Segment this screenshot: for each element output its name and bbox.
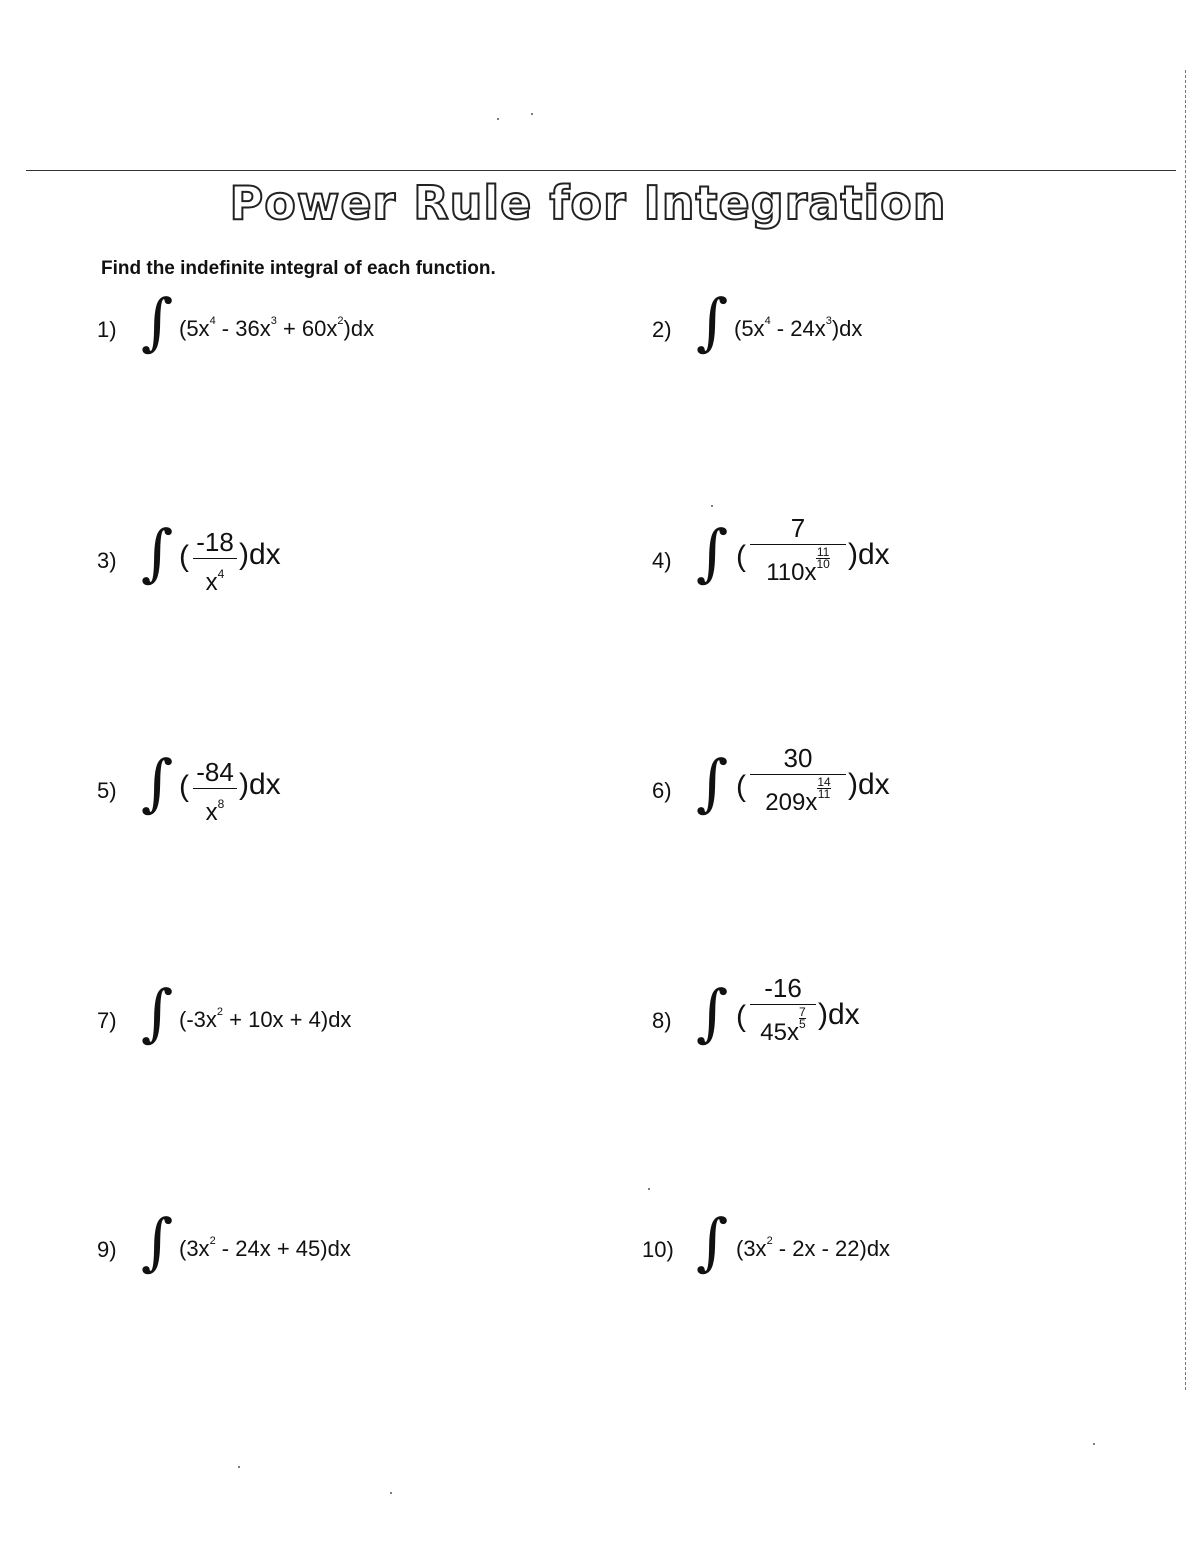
problem-number: 8)	[652, 1008, 672, 1033]
fraction: -16 $45x\frac{7}{5}$	[750, 974, 816, 1046]
integral-sign: ∫	[141, 1205, 174, 1278]
header-rule	[26, 170, 1176, 171]
fraction: -84 $x^8$	[193, 758, 237, 826]
integral-sign: ∫	[141, 516, 174, 589]
scan-speck	[711, 505, 713, 507]
integral-sign: ∫	[696, 976, 729, 1049]
problem-number: 4)	[652, 548, 672, 573]
integral-sign: ∫	[696, 1205, 729, 1278]
integral-sign: ∫	[696, 516, 729, 589]
integral-sign: ∫	[141, 285, 174, 358]
fraction: -18 $x^4$	[193, 528, 237, 596]
page-edge-line	[1185, 70, 1186, 1390]
problem-number: 9)	[97, 1237, 117, 1262]
integral-sign: ∫	[696, 746, 729, 819]
problem-number: 3)	[97, 548, 117, 573]
integrand: $(5x^4 - 36x^3 + 60x^2)dx$	[179, 315, 375, 341]
scan-speck	[497, 118, 499, 120]
problem-number: 2)	[652, 317, 672, 342]
scan-speck	[238, 1466, 240, 1468]
problem-number: 7)	[97, 1008, 117, 1033]
scan-speck	[531, 113, 533, 115]
integrand: $(-3x^2 + 10x + 4)dx$	[179, 1006, 352, 1032]
problem-number: 10)	[642, 1237, 674, 1262]
integrand: $(3x^2 - 24x + 45)dx$	[179, 1235, 351, 1261]
integral-sign: ∫	[696, 285, 729, 358]
page-title: Power Rule for Integration	[229, 176, 947, 230]
scan-speck	[648, 1188, 650, 1190]
integrand: $(5x^4 - 24x^3)dx$	[734, 315, 863, 341]
scan-speck	[1093, 1443, 1095, 1445]
instructions: Find the indefinite integral of each function.	[101, 258, 496, 279]
integrand: $(3x^2 - 2x - 22)dx$	[736, 1235, 891, 1261]
integral-sign: ∫	[141, 746, 174, 819]
problem-number: 5)	[97, 778, 117, 803]
fraction: 30 $209x\frac{14}{11}$	[750, 744, 846, 816]
scan-speck	[390, 1492, 392, 1494]
problem-number: 6)	[652, 778, 672, 803]
integral-sign: ∫	[141, 976, 174, 1049]
fraction: 7 $110x\frac{11}{10}$	[750, 514, 846, 586]
worksheet-page: Power Rule for Integration Find the indefinite integral of each function. 1) ∫ $(5x^4 - 36x^3 + 60x^2)dx$ 2) ∫ $(5x^4 - 24x^3)dx$ 3) ∫ ( -18 $x^4$ )dx 4) ∫ ( 7 $110x\frac{11}{10}$ )dx 5) ∫ ( -84 $x^8$ )dx 6) ∫ ( 30 $209x\frac{14}{11}$ )dx 7) ∫ $(-3x^2 + 10x + 4)dx$ 8) ∫ ( -16 $45x\frac{7}{5}$ )dx 9) ∫ $(3x^2 - 24x + 45)dx$ 10) ∫ $(3x^2 - 2x - 22)dx$	[0, 0, 1200, 1553]
problem-number: 1)	[97, 317, 117, 342]
